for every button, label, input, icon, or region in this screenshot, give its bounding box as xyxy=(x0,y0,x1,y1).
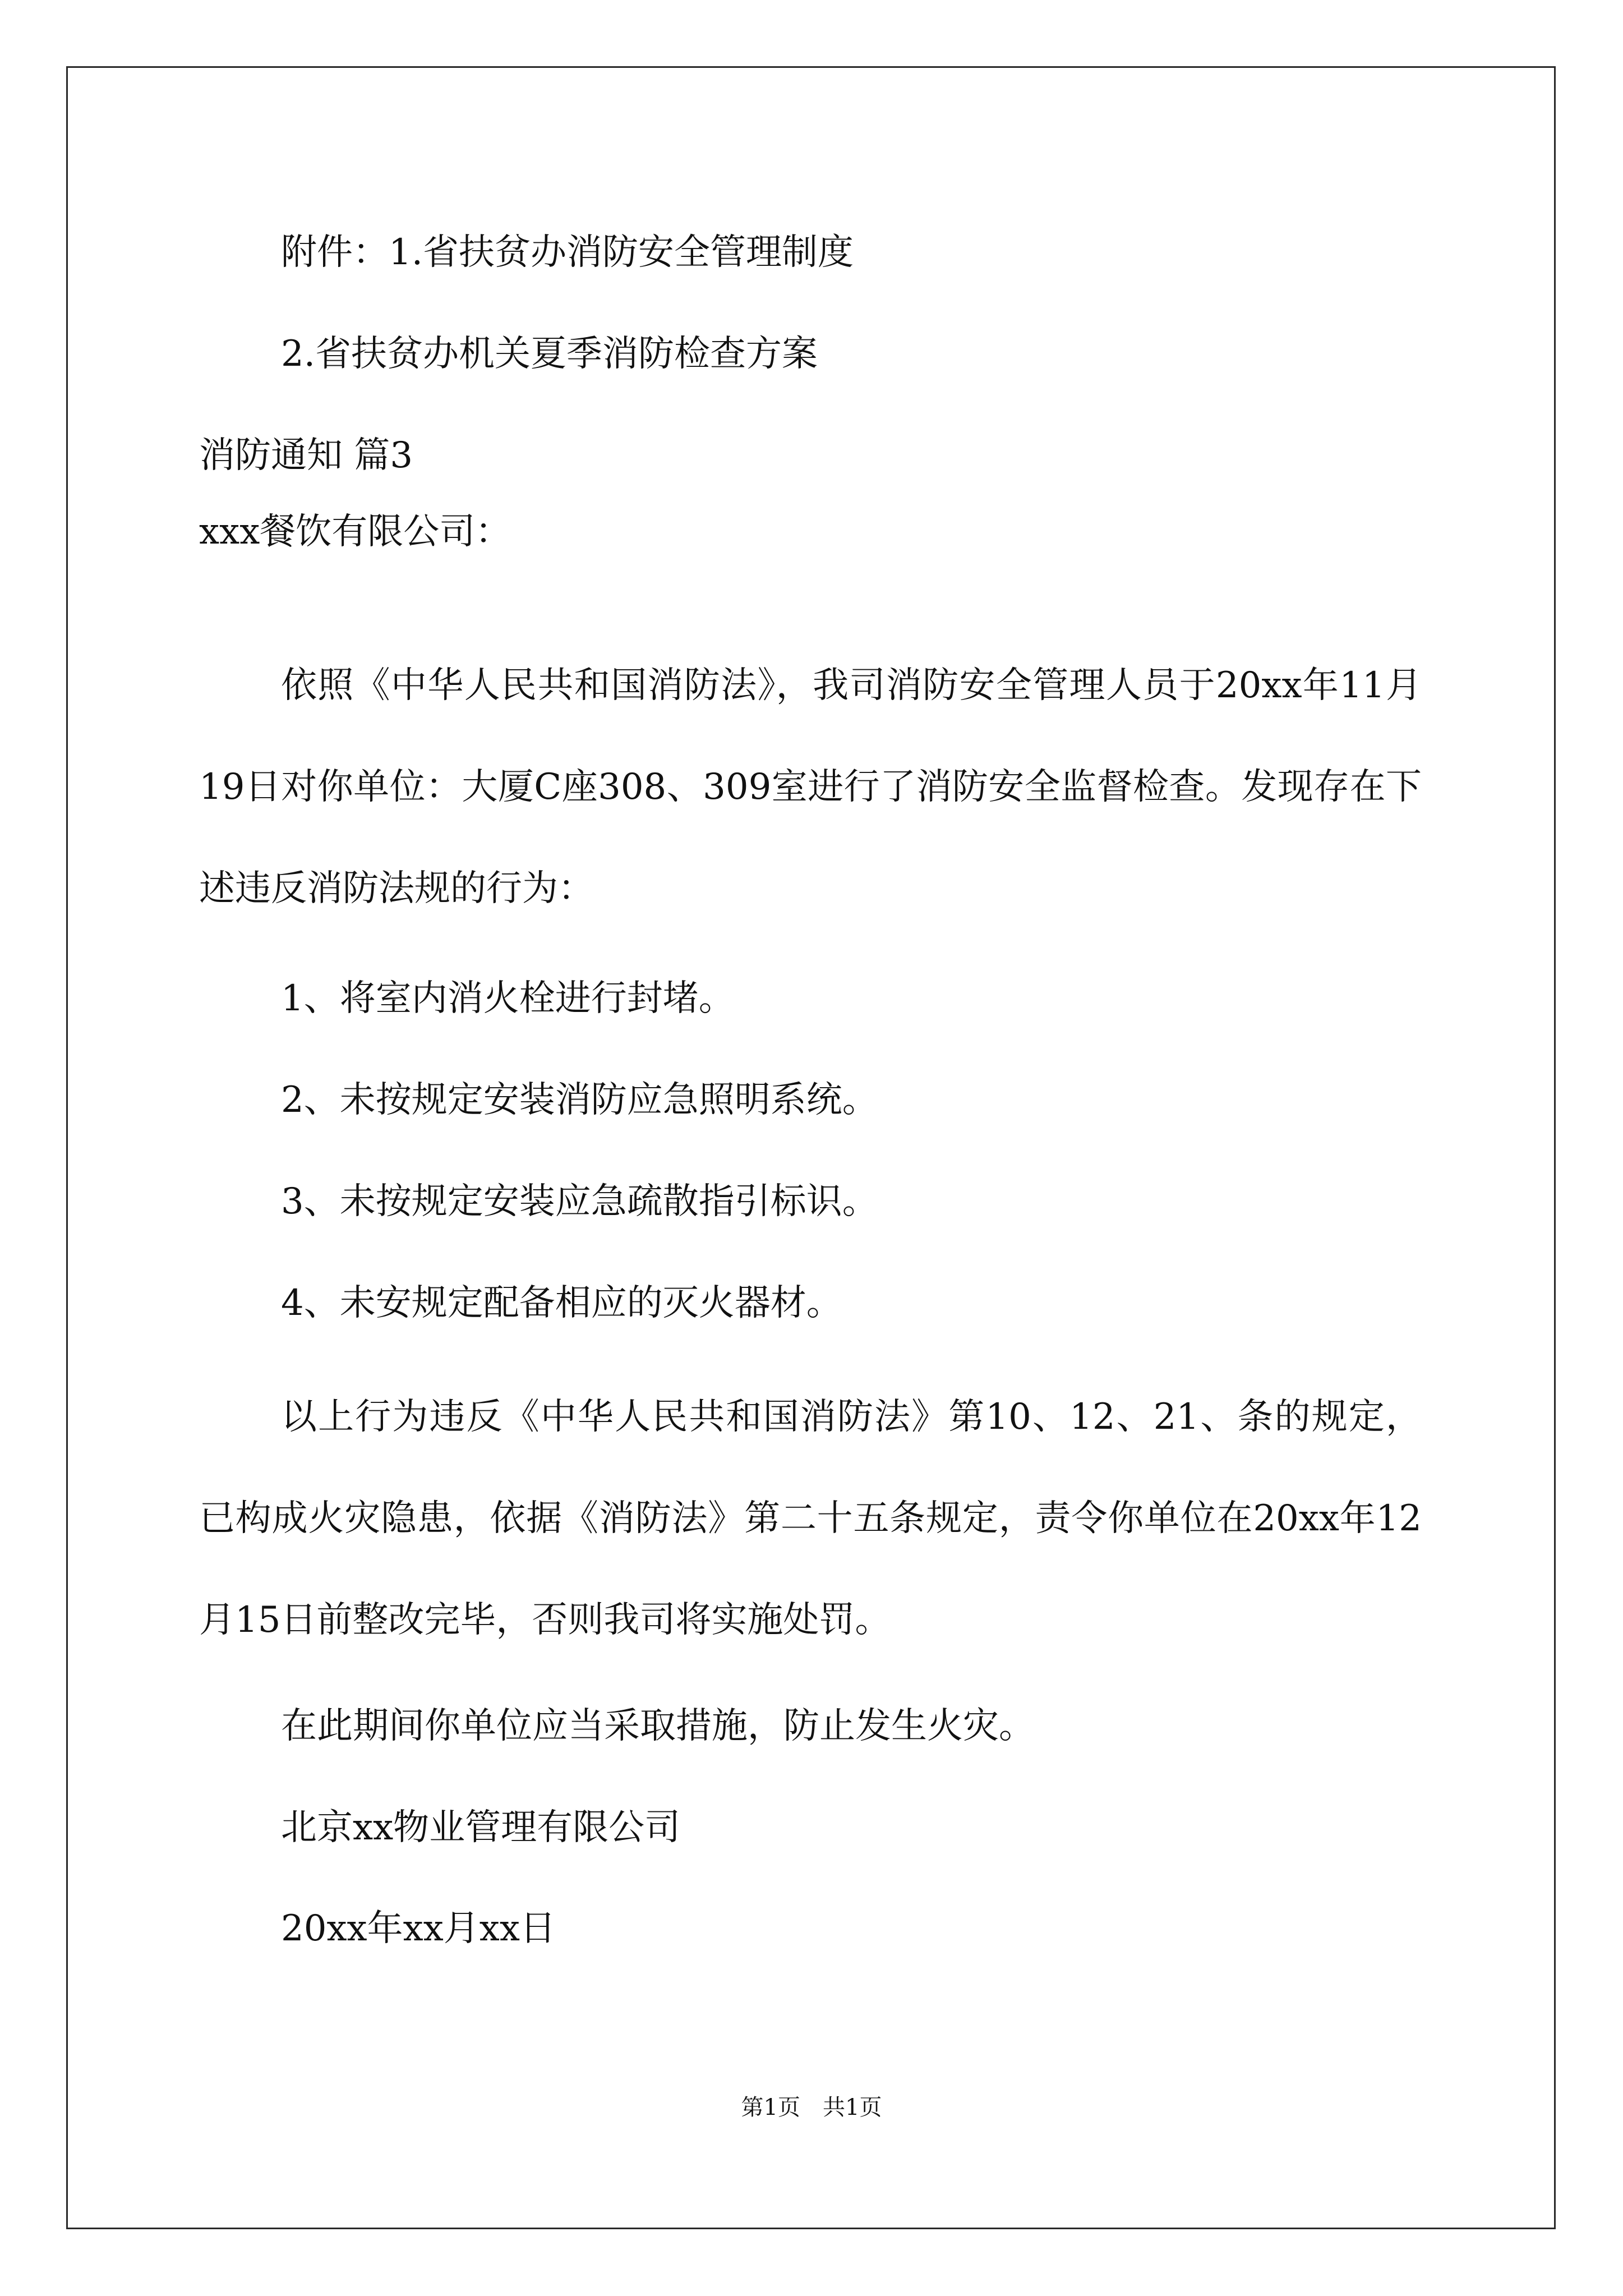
signature-date: 20xx年xx月xx日 xyxy=(281,1908,556,1949)
paragraph-inspection: 依照《中华人民共和国消防法》，我司消防安全管理人员于20xx年11月19日对你单位：大厦C座308、309室进行了消防安全监督检查。发现存在下述违反消防法规的行为： xyxy=(199,665,1422,909)
section-title: 消防通知 篇3 xyxy=(199,435,413,476)
attachment-line-2: 2.省扶贫办机关夏季消防检查方案 xyxy=(281,333,818,375)
violation-item-2: 2、未按规定安装消防应急照明系统。 xyxy=(281,1079,878,1121)
violation-item-3: 3、未按规定安装应急疏散指引标识。 xyxy=(281,1181,878,1222)
page-border xyxy=(66,66,1556,2229)
violation-item-1: 1、将室内消火栓进行封堵。 xyxy=(281,978,735,1019)
signature-company: 北京xx物业管理有限公司 xyxy=(281,1807,681,1848)
addressee: xxx餐饮有限公司： xyxy=(199,511,511,553)
page-footer: 第1页 共1页 xyxy=(741,2095,882,2120)
paragraph-ruling: 以上行为违反《中华人民共和国消防法》第10、12、21、条的规定，已构成火灾隐患，依据《消防法》第二十五条规定，责令你单位在20xx年12月15日前整改完毕，否则我司将实施处罚。 xyxy=(199,1396,1422,1641)
violation-item-4: 4、未安规定配备相应的灭火器材。 xyxy=(281,1282,842,1324)
paragraph-interim: 在此期间你单位应当采取措施，防止发生火灾。 xyxy=(281,1705,1035,1747)
attachment-line-1: 附件：1.省扶贫办消防安全管理制度 xyxy=(281,232,854,273)
